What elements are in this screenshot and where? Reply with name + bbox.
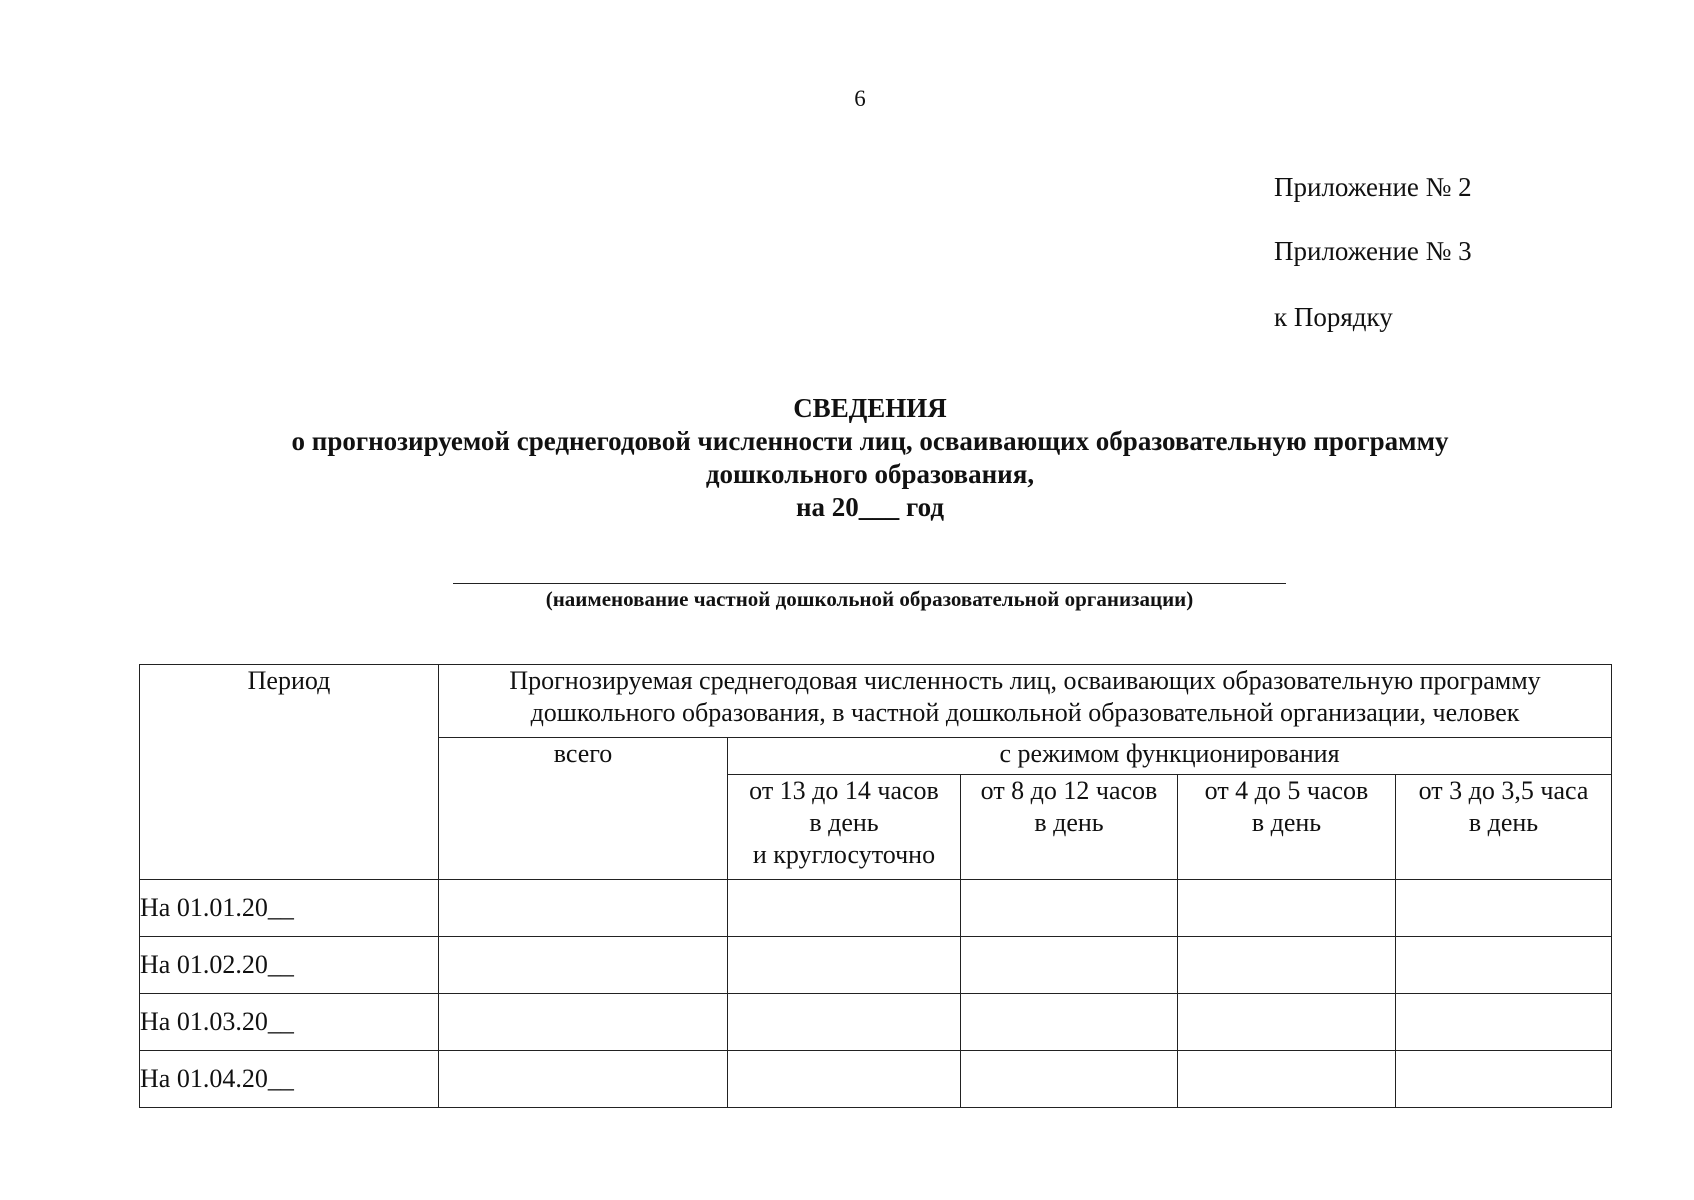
organization-name-line[interactable] <box>453 583 1286 584</box>
header-main-line-1: Прогнозируемая среднегодовая численность лиц, осваивающих образовательную программу <box>509 666 1541 695</box>
header-period: Период <box>140 665 439 880</box>
appendix-order-label: к Порядку <box>1274 302 1393 332</box>
header-mode-line: от 4 до 5 часов <box>1204 776 1369 805</box>
table-row <box>140 880 1612 937</box>
header-mode-8-12 <box>961 775 1178 880</box>
table-row <box>140 937 1612 994</box>
header-main <box>439 665 1612 738</box>
header-mode-line: в день <box>1251 808 1322 837</box>
header-mode-line: в день <box>1468 808 1539 837</box>
appendix-3-label: Приложение № 3 <box>1274 236 1472 266</box>
mode-4-5-cell[interactable] <box>1178 880 1396 937</box>
mode-13-14-cell[interactable] <box>728 937 961 994</box>
header-total: всего <box>439 738 728 880</box>
header-main-line-2: дошкольного образования, в частной дошкольной образовательной организации, человек <box>530 698 1520 727</box>
mode-8-12-cell[interactable] <box>961 880 1178 937</box>
header-mode-4-5 <box>1178 775 1396 880</box>
mode-13-14-cell[interactable] <box>728 880 961 937</box>
title-line-1: о прогнозируемой среднегодовой численности лиц, осваивающих образовательную программу <box>291 426 1449 456</box>
title-line-3: на 20___ год <box>795 492 945 522</box>
mode-13-14-cell[interactable] <box>728 1051 961 1108</box>
mode-4-5-cell[interactable] <box>1178 937 1396 994</box>
appendix-2-label: Приложение № 2 <box>1274 172 1472 202</box>
period-cell: На 01.03.20__ <box>140 994 439 1051</box>
mode-8-12-cell[interactable] <box>961 1051 1178 1108</box>
mode-3-3-5-cell[interactable] <box>1396 880 1612 937</box>
header-mode-line: от 8 до 12 часов <box>980 776 1158 805</box>
mode-3-3-5-cell[interactable] <box>1396 1051 1612 1108</box>
title-heading: СВЕДЕНИЯ <box>793 393 947 423</box>
header-mode-13-14 <box>728 775 961 880</box>
mode-8-12-cell[interactable] <box>961 937 1178 994</box>
page-number: 6 <box>854 86 866 111</box>
mode-4-5-cell[interactable] <box>1178 1051 1396 1108</box>
total-cell[interactable] <box>439 880 728 937</box>
mode-4-5-cell[interactable] <box>1178 994 1396 1051</box>
document-title <box>180 392 1560 524</box>
forecast-table <box>139 664 1612 1108</box>
organization-caption: (наименование частной дошкольной образовательной организации) <box>545 587 1194 611</box>
header-mode-line: в день <box>1034 808 1104 837</box>
period-cell: На 01.01.20__ <box>140 880 439 937</box>
mode-13-14-cell[interactable] <box>728 994 961 1051</box>
header-mode-line: от 3 до 3,5 часа <box>1418 776 1589 805</box>
header-mode-line: в день <box>809 808 879 837</box>
header-mode: с режимом функционирования <box>728 738 1612 775</box>
header-mode-line: от 13 до 14 часов <box>749 776 939 805</box>
mode-3-3-5-cell[interactable] <box>1396 994 1612 1051</box>
title-line-2: дошкольного образования, <box>705 459 1035 489</box>
mode-3-3-5-cell[interactable] <box>1396 937 1612 994</box>
table-row <box>140 1051 1612 1108</box>
period-cell: На 01.02.20__ <box>140 937 439 994</box>
total-cell[interactable] <box>439 1051 728 1108</box>
header-mode-3-3-5 <box>1396 775 1612 880</box>
total-cell[interactable] <box>439 994 728 1051</box>
mode-8-12-cell[interactable] <box>961 994 1178 1051</box>
header-mode-line: и круглосуточно <box>752 840 936 869</box>
period-cell: На 01.04.20__ <box>140 1051 439 1108</box>
total-cell[interactable] <box>439 937 728 994</box>
table-row <box>140 994 1612 1051</box>
